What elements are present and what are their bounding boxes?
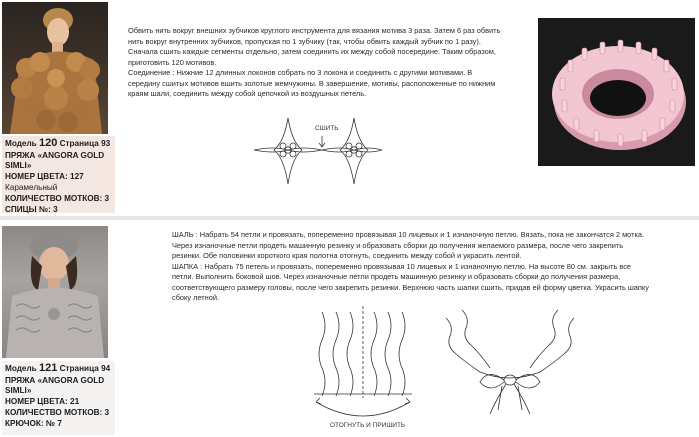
page-label: Страница [59, 364, 99, 373]
woman-in-caramel-shawl-image [2, 2, 108, 134]
yarn-line-1: ПРЯЖА «ANGORA GOLD [5, 375, 105, 385]
page-number: 94 [101, 364, 111, 373]
right-motif [340, 118, 368, 184]
color-name: Карамельный [5, 183, 58, 192]
instructions-paragraph-1: Обвить нить вокруг внешних зубчиков круглого инструмента для вязания мотива 3 раза. Затем 6 раз обвить нить вокруг внутренних зубчиков, пропуская по 1 зубчику (так, чтобы обвить каждый зубчик по 1 разу). Сначала сшить каждые сегменты отдельно, затем соединить их между собой посередине. Таким образом, приготовить 120 мотивов. [128, 26, 501, 67]
knitting-loom-photo [538, 18, 695, 166]
skeins-count: КОЛИЧЕСТВО МОТКОВ: 3 [5, 193, 110, 203]
round-loom-image [538, 18, 695, 166]
yarn-line-2: SIMLI» [5, 161, 32, 171]
motif-joining-diagram [252, 112, 382, 192]
page-number: 93 [101, 139, 111, 148]
model-121-header [2, 361, 115, 376]
model-121-instructions [172, 230, 652, 304]
model-number: 120 [38, 137, 58, 149]
model-120-header [2, 136, 115, 151]
color-number: НОМЕР ЦВЕТА: 127 [5, 172, 84, 182]
woman-in-gray-shawl-and-hat-image [2, 226, 108, 358]
model-121-section [0, 222, 699, 437]
needles-size: СПИЦЫ №: 3 [5, 204, 58, 214]
left-motif [274, 118, 302, 184]
model-121-info [2, 361, 115, 435]
color-number: НОМЕР ЦВЕТА: 21 [5, 397, 80, 407]
fold-and-sew-label: ОТОГНУТЬ И ПРИШИТЬ [330, 422, 406, 429]
hook-size: КРЮЧОК: № 7 [5, 418, 62, 428]
yarn-line-1: ПРЯЖА «ANGORA GOLD [5, 150, 105, 160]
model-120-info [2, 136, 115, 213]
sew-label: СШИТЬ [315, 125, 339, 132]
model-label: Модель [5, 364, 37, 373]
page-label: Страница [59, 139, 99, 148]
bow-gathering-diagram [440, 306, 580, 418]
model-120-instructions [128, 26, 502, 100]
shawl-instructions: ШАЛЬ : Набрать 54 петли и провязать, попеременно провязывая 10 лицевых и 1 изнаночную петлю. Вязать, пока не закончатся 2 мотка. Через изнаночные петли продеть машинную резинку и образовать сборки до получения желаемого размера, после чего закрепить резинки. Обе половинки короткого края полотна отогнуть, соединить между собой и украсить лентой. [172, 230, 645, 261]
model-121-photo [2, 226, 108, 358]
fold-and-sew-diagram [308, 306, 418, 418]
model-label: Модель [5, 139, 37, 148]
instructions-paragraph-2: Соединение : Нижние 12 длинных локонов собрать по 3 локона и соединить с другими мотивами. В середину сшитых мотивов вшить золотые жемчужины. В завершение, мотивы, расположенные по нижним краям шали, соединить между собой цепочкой из воздушных петель. [128, 68, 496, 99]
skeins-count: КОЛИЧЕСТВО МОТКОВ: 3 [5, 408, 110, 417]
model-120-section [0, 0, 699, 214]
yarn-line-2: SIMLI» [5, 386, 32, 396]
model-120-photo [2, 2, 108, 134]
section-divider [0, 216, 699, 220]
model-number: 121 [38, 362, 58, 374]
hat-instructions: ШАПКА : Набрать 75 петель и провязать, попеременно провязывая 10 лицевых и 1 изнаночную петлю. На высоте 80 см. закрыть все петли. Выполнить боковой шов. Через изнаночные петли продеть машинную резинку и образовать сборки до получения размера, соответствующего размеру головы, после чего закрепить резинки. Верхнюю часть шапки сшить, придав ей форму цветка. Украсить шапку сбоку летной. [172, 261, 649, 303]
